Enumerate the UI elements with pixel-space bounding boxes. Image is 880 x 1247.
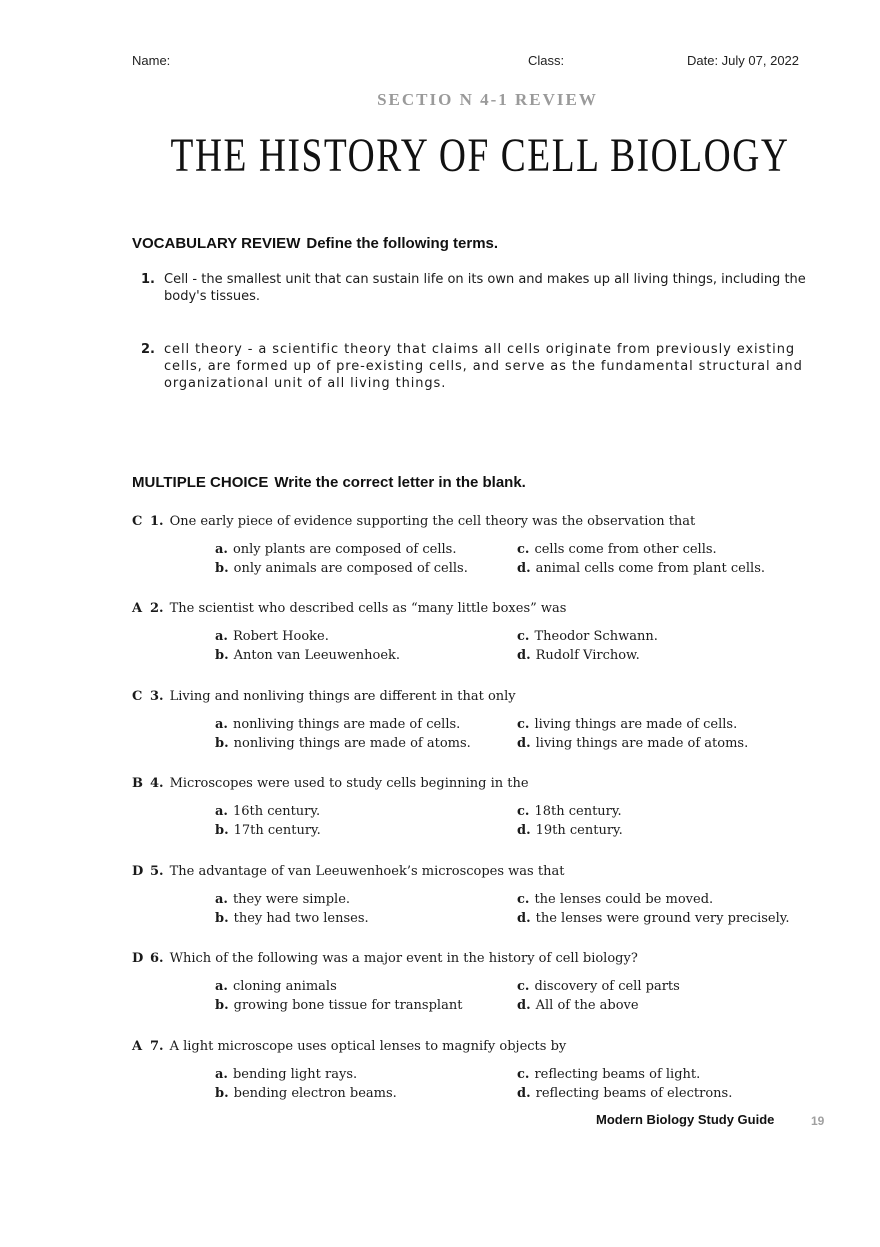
option-letter: d. [517, 648, 531, 663]
question-5 [132, 864, 852, 879]
option-letter: b. [215, 648, 229, 663]
name-label: Name: [132, 53, 171, 68]
option-text: they had two lenses. [233, 911, 369, 926]
answer-option [517, 998, 639, 1013]
answer-option [517, 629, 658, 644]
answer-option [517, 542, 717, 557]
option-letter: b. [215, 911, 229, 926]
answer-option [215, 717, 460, 732]
option-text: reflecting beams of light. [534, 1067, 701, 1082]
option-text: only plants are composed of cells. [232, 542, 457, 557]
answer-letter[interactable]: A [132, 601, 143, 616]
page-title: THE HISTORY OF CELL BIOLOGY [170, 129, 790, 182]
option-letter: a. [215, 542, 228, 557]
option-letter: d. [517, 1086, 531, 1101]
option-text: 19th century. [535, 823, 623, 838]
question-number: 7. [150, 1039, 164, 1054]
question-4 [132, 776, 852, 791]
option-letter: d. [517, 998, 531, 1013]
vocab-item-number: 2. [141, 342, 155, 357]
option-text: cloning animals [232, 979, 337, 994]
answer-option [215, 1086, 397, 1101]
answer-option [215, 823, 321, 838]
answer-option [215, 561, 468, 576]
option-text: Robert Hooke. [232, 629, 329, 644]
option-letter: d. [517, 823, 531, 838]
option-letter: a. [215, 804, 228, 819]
answer-option [215, 979, 337, 994]
answer-option [215, 998, 462, 1013]
answer-option [517, 892, 713, 907]
multiple-choice-instruction: Write the correct letter in the blank. [274, 474, 526, 491]
question-1 [132, 514, 852, 529]
answer-option [517, 823, 623, 838]
option-letter: d. [517, 911, 531, 926]
option-letter: c. [517, 892, 530, 907]
class-label: Class: [528, 53, 565, 68]
option-text: animal cells come from plant cells. [535, 561, 765, 576]
answer-option [517, 561, 765, 576]
option-text: Theodor Schwann. [534, 629, 658, 644]
option-text: 18th century. [534, 804, 622, 819]
option-text: 17th century. [233, 823, 321, 838]
footer-book-title: Modern Biology Study Guide [596, 1112, 775, 1127]
answer-letter[interactable]: D [132, 864, 144, 879]
option-letter: d. [517, 561, 531, 576]
section-label: SECTIO N 4-1 REVIEW [377, 90, 598, 109]
option-letter: b. [215, 1086, 229, 1101]
answer-option [215, 648, 400, 663]
option-text: they were simple. [232, 892, 351, 907]
option-letter: b. [215, 998, 229, 1013]
option-letter: a. [215, 629, 228, 644]
multiple-choice-heading [132, 474, 526, 491]
question-number: 6. [150, 951, 164, 966]
option-text: the lenses could be moved. [534, 892, 714, 907]
vocabulary-instruction: Define the following terms. [306, 235, 499, 252]
option-text: only animals are composed of cells. [233, 561, 468, 576]
page-number: 19 [811, 1114, 825, 1128]
question-number: 5. [150, 864, 164, 879]
question-2 [132, 601, 852, 616]
option-letter: a. [215, 1067, 228, 1082]
question-text: Microscopes were used to study cells beginning in the [169, 776, 529, 791]
option-letter: c. [517, 717, 530, 732]
answer-option [517, 717, 737, 732]
answer-option [517, 804, 622, 819]
option-letter: a. [215, 979, 228, 994]
option-letter: b. [215, 561, 229, 576]
question-number: 1. [150, 514, 164, 529]
answer-letter[interactable]: D [132, 951, 144, 966]
option-letter: a. [215, 717, 228, 732]
question-text: Living and nonliving things are different in that only [169, 689, 516, 704]
option-letter: c. [517, 629, 530, 644]
vocab-item-number: 1. [141, 272, 155, 287]
option-text: Anton van Leeuwenhoek. [233, 648, 401, 663]
answer-option [517, 736, 748, 751]
option-letter: c. [517, 542, 530, 557]
question-text: Which of the following was a major event in the history of cell biology? [169, 951, 638, 966]
question-number: 2. [150, 601, 164, 616]
option-letter: b. [215, 823, 229, 838]
answer-option [215, 1067, 357, 1082]
option-letter: b. [215, 736, 229, 751]
question-3 [132, 689, 852, 704]
answer-letter[interactable]: C [132, 689, 143, 704]
option-letter: c. [517, 804, 530, 819]
answer-option [215, 542, 456, 557]
date-label: Date: July 07, 2022 [687, 53, 800, 68]
question-text: A light microscope uses optical lenses to magnify objects by [169, 1039, 567, 1054]
option-text: living things are made of cells. [534, 717, 738, 732]
answer-option [517, 648, 640, 663]
question-text: The advantage of van Leeuwenhoek’s microscopes was that [169, 864, 565, 879]
question-number: 3. [150, 689, 164, 704]
option-text: bending light rays. [232, 1067, 358, 1082]
question-6 [132, 951, 852, 966]
vocab-item-definition: Cell - the smallest unit that can sustain life on its own and makes up all living things, including the body's tissues. [164, 272, 806, 304]
option-text: bending electron beams. [233, 1086, 397, 1101]
option-text: Rudolf Virchow. [535, 648, 640, 663]
option-letter: a. [215, 892, 228, 907]
option-letter: d. [517, 736, 531, 751]
option-text: living things are made of atoms. [535, 736, 749, 751]
vocabulary-heading-label: VOCABULARY REVIEW [132, 235, 301, 252]
answer-letter[interactable]: C [132, 514, 143, 529]
option-text: nonliving things are made of cells. [232, 717, 461, 732]
option-text: cells come from other cells. [534, 542, 717, 557]
question-7 [132, 1039, 852, 1054]
answer-letter[interactable]: A [132, 1039, 143, 1054]
option-text: discovery of cell parts [534, 979, 680, 994]
question-number: 4. [150, 776, 164, 791]
question-text: The scientist who described cells as “many little boxes” was [169, 601, 567, 616]
answer-letter[interactable]: B [132, 776, 143, 791]
option-text: reflecting beams of electrons. [535, 1086, 733, 1101]
answer-option [517, 911, 790, 926]
vocabulary-heading [132, 235, 498, 252]
vocab-item [141, 271, 831, 305]
option-letter: c. [517, 1067, 530, 1082]
option-text: growing bone tissue for transplant [233, 998, 463, 1013]
answer-option [215, 804, 320, 819]
question-text: One early piece of evidence supporting the cell theory was the observation that [169, 514, 696, 529]
option-letter: c. [517, 979, 530, 994]
answer-option [517, 1086, 732, 1101]
answer-option [517, 1067, 700, 1082]
option-text: the lenses were ground very precisely. [535, 911, 790, 926]
answer-option [215, 892, 350, 907]
vocab-item [141, 341, 831, 392]
option-text: All of the above [535, 998, 639, 1013]
answer-option [215, 629, 329, 644]
option-text: nonliving things are made of atoms. [233, 736, 471, 751]
answer-option [215, 736, 471, 751]
vocab-item-definition: cell theory - a scientific theory that claims all cells originate from previously existing cells, are formed up of pre-existing cells, and serve as the fundamental structural and organizational unit of all living things. [164, 342, 803, 391]
answer-option [215, 911, 369, 926]
answer-option [517, 979, 680, 994]
multiple-choice-heading-label: MULTIPLE CHOICE [132, 474, 269, 491]
option-text: 16th century. [232, 804, 321, 819]
